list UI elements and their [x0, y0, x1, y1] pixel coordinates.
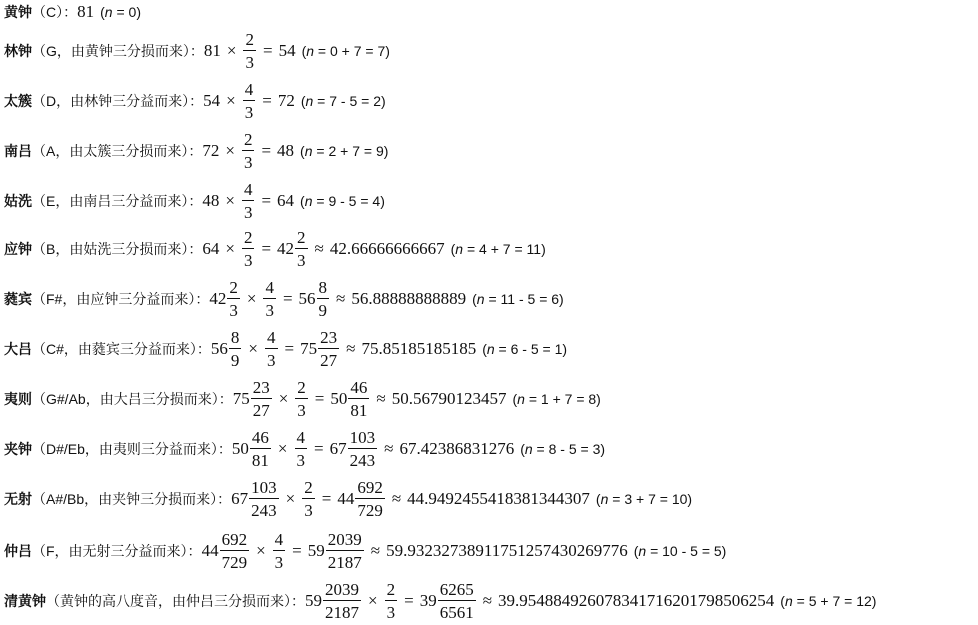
n-open: ( — [472, 291, 477, 307]
n-open: ( — [300, 93, 306, 109]
approx-value: 75.85185185185 — [361, 339, 477, 358]
n-annotation — [634, 543, 727, 559]
integer-part: 75 — [232, 389, 250, 408]
approx-sign: ≈ — [314, 239, 324, 258]
multiplier — [264, 329, 279, 369]
integer-part: 81 — [203, 41, 221, 60]
fraction-numerator: 103 — [349, 428, 376, 447]
fraction-denominator: 3 — [243, 203, 253, 222]
n-annotation — [300, 193, 385, 209]
multiplier — [262, 279, 277, 319]
approx-value: 42.66666666667 — [329, 239, 445, 258]
n-expression: = 2 + 7 = 9) — [312, 143, 389, 159]
approx-value: 50.56790123457 — [391, 389, 507, 408]
fraction — [242, 181, 255, 221]
operator: × — [225, 141, 235, 160]
fraction — [227, 279, 240, 319]
fraction-numerator: 103 — [251, 478, 277, 497]
integer-part: 50 — [231, 439, 249, 458]
operator: × — [226, 91, 236, 110]
fraction-numerator: 8 — [318, 278, 328, 297]
equals-sign: = — [284, 339, 295, 358]
fraction-numerator: 692 — [221, 530, 248, 549]
approx-sign: ≈ — [370, 541, 381, 560]
base-value — [204, 41, 221, 61]
n-open: ( — [300, 193, 305, 209]
n-annotation — [596, 491, 692, 507]
result-value — [337, 479, 386, 519]
integer-part: 39 — [419, 590, 437, 610]
integer-part: 64 — [277, 191, 295, 210]
note-line — [4, 474, 692, 524]
fraction-denominator: 27 — [320, 351, 338, 370]
note-line — [4, 324, 567, 374]
fraction — [263, 279, 276, 319]
base-value — [305, 581, 362, 621]
fraction — [242, 131, 255, 171]
fraction-numerator: 2039 — [327, 530, 362, 549]
n-open: ( — [450, 241, 456, 257]
note-name: 仲吕 — [4, 543, 32, 559]
n-annotation — [520, 441, 605, 457]
fraction — [295, 379, 308, 419]
n-annotation — [512, 391, 600, 407]
n-annotation — [472, 291, 564, 307]
integer-part: 42 — [277, 239, 295, 258]
fraction-denominator: 81 — [350, 401, 368, 420]
integer-part: 48 — [202, 191, 220, 210]
n-open: ( — [633, 543, 639, 559]
approx-sign: ≈ — [384, 439, 394, 458]
fraction-numerator: 2 — [304, 478, 313, 497]
note-line — [4, 526, 726, 576]
note-name: 无射 — [4, 491, 32, 507]
result-value — [277, 191, 294, 211]
fraction-denominator: 2187 — [327, 553, 362, 572]
n-expression: = 3 + 7 = 10) — [608, 491, 693, 507]
fraction — [348, 429, 378, 469]
fraction — [355, 479, 385, 519]
n-variable: n — [517, 391, 525, 407]
note-description: （F#，由应钟三分益而来）： — [32, 291, 210, 307]
operator: × — [277, 439, 288, 458]
fraction-denominator: 729 — [221, 553, 248, 572]
fraction — [220, 531, 250, 571]
operator: × — [285, 489, 296, 508]
note-name: 夷则 — [4, 391, 32, 407]
fraction-numerator: 2039 — [325, 579, 359, 599]
n-open: ( — [301, 43, 307, 59]
result-value — [278, 91, 295, 111]
n-variable: n — [306, 43, 315, 59]
integer-part: 59 — [305, 590, 322, 610]
integer-part: 64 — [202, 239, 220, 258]
fraction — [348, 379, 369, 419]
n-annotation — [302, 43, 390, 59]
multiplier — [242, 31, 257, 71]
n-variable: n — [476, 291, 485, 307]
note-description: （D#/Eb，由夷则三分益而来）： — [32, 441, 232, 457]
fraction-denominator: 81 — [251, 451, 269, 470]
note-description: （E，由南吕三分益而来）： — [32, 193, 203, 209]
note-name: 清黄钟 — [4, 592, 46, 609]
multiplier — [241, 181, 256, 221]
fraction — [318, 329, 339, 369]
note-line — [4, 0, 141, 24]
n-open: ( — [512, 391, 518, 407]
note-name: 林钟 — [4, 43, 32, 59]
fraction — [317, 279, 330, 319]
note-name: 蕤宾 — [4, 291, 32, 307]
note-description: （B，由姑洗三分损而来）： — [32, 241, 203, 257]
fraction-denominator: 243 — [349, 451, 376, 470]
multiplier — [294, 429, 309, 469]
note-description: （C#，由蕤宾三分益而来）： — [32, 341, 211, 357]
equals-sign: = — [321, 489, 332, 508]
fraction-denominator: 9 — [318, 301, 328, 320]
multiplier — [241, 229, 256, 269]
fraction — [273, 531, 286, 571]
fraction-numerator: 4 — [274, 530, 284, 549]
fraction — [265, 329, 278, 369]
fraction-numerator: 8 — [230, 328, 240, 347]
base-value — [233, 379, 273, 419]
fraction-numerator: 2 — [297, 228, 306, 247]
n-open: ( — [300, 143, 305, 159]
multiplier — [272, 531, 287, 571]
note-name: 南吕 — [4, 143, 32, 159]
n-annotation — [301, 93, 386, 109]
fraction-numerator: 4 — [244, 80, 254, 99]
multiplier — [294, 379, 309, 419]
n-expression: = 9 - 5 = 4) — [312, 193, 385, 209]
approx-value: 56.88888888889 — [351, 289, 467, 308]
n-expression: = 8 - 5 = 3) — [532, 441, 606, 457]
fraction-numerator: 23 — [252, 378, 270, 397]
fraction — [295, 229, 308, 269]
result-value — [279, 41, 296, 61]
multiplier — [241, 131, 256, 171]
note-line — [4, 176, 385, 226]
n-expression: = 1 + 7 = 8) — [524, 391, 601, 407]
fraction-numerator: 2 — [243, 130, 253, 149]
n-expression: = 4 + 7 = 11) — [463, 241, 546, 257]
n-variable: n — [638, 543, 647, 559]
note-name: 姑洗 — [4, 193, 32, 209]
fraction-denominator: 3 — [245, 53, 254, 72]
n-variable: n — [524, 441, 533, 457]
note-line — [4, 76, 386, 126]
n-expression: = 0) — [112, 4, 141, 20]
fraction-denominator: 3 — [244, 103, 254, 122]
n-variable: n — [304, 193, 313, 209]
fraction-denominator: 729 — [357, 501, 383, 520]
n-annotation — [100, 4, 141, 20]
multiplier — [301, 479, 316, 519]
approx-sign: ≈ — [376, 389, 386, 408]
fraction-denominator: 3 — [386, 602, 396, 622]
note-description: （C）： — [32, 4, 78, 20]
fraction-numerator: 4 — [296, 428, 306, 447]
note-line — [4, 224, 546, 274]
n-open: ( — [482, 341, 487, 357]
operator: × — [248, 339, 258, 358]
integer-part: 67 — [231, 489, 249, 508]
fraction — [242, 229, 255, 269]
operator: × — [225, 239, 235, 258]
note-line — [4, 274, 564, 324]
result-value — [299, 279, 331, 319]
fraction-denominator: 3 — [265, 301, 274, 320]
operator: × — [225, 191, 235, 210]
n-annotation — [300, 143, 388, 159]
approx-sign: ≈ — [336, 289, 346, 308]
integer-part: 72 — [277, 91, 295, 110]
integer-part: 54 — [203, 91, 221, 110]
note-line — [4, 424, 605, 474]
fraction-numerator: 2 — [297, 378, 306, 397]
n-open: ( — [595, 491, 601, 507]
approx-sign: ≈ — [346, 339, 356, 358]
n-annotation — [780, 593, 876, 609]
fraction — [250, 429, 271, 469]
equals-sign: = — [292, 541, 302, 560]
fraction — [323, 581, 361, 621]
n-variable: n — [455, 241, 464, 257]
fraction-denominator: 3 — [229, 301, 238, 320]
result-value — [300, 329, 340, 369]
integer-part: 67 — [329, 439, 347, 458]
integer-part: 48 — [277, 141, 295, 160]
integer-part: 56 — [210, 339, 228, 358]
fraction-denominator: 3 — [297, 251, 306, 270]
n-variable: n — [104, 4, 113, 20]
n-expression: = 10 - 5 = 5) — [646, 543, 727, 559]
fraction-denominator: 3 — [267, 351, 276, 370]
fraction-numerator: 23 — [320, 328, 338, 347]
multiplier — [242, 81, 257, 121]
fraction — [295, 429, 308, 469]
approx-sign: ≈ — [391, 489, 402, 508]
multiplier — [384, 581, 399, 621]
n-expression: = 11 - 5 = 6) — [484, 291, 564, 307]
fraction-denominator: 3 — [304, 501, 313, 520]
note-line — [4, 576, 876, 625]
equals-sign: = — [262, 41, 273, 60]
fraction — [385, 581, 398, 621]
n-variable: n — [784, 592, 793, 609]
fraction — [229, 329, 242, 369]
n-open: ( — [780, 592, 785, 609]
n-annotation — [451, 241, 546, 257]
equals-sign: = — [262, 91, 272, 110]
integer-part: 42 — [209, 289, 227, 308]
fraction-denominator: 9 — [230, 351, 240, 370]
fraction — [249, 479, 279, 519]
note-description: （A#/Bb，由夹钟三分损而来）： — [32, 491, 232, 507]
fraction-denominator: 3 — [296, 451, 306, 470]
note-description: （黄钟的高八度音，由仲吕三分损而来）： — [46, 592, 305, 609]
note-description: （G，由黄钟三分损而来）： — [32, 43, 204, 59]
approx-sign: ≈ — [482, 590, 493, 610]
fraction-numerator: 692 — [357, 478, 383, 497]
n-variable: n — [304, 143, 313, 159]
base-value — [232, 429, 272, 469]
n-expression: = 7 - 5 = 2) — [313, 93, 386, 109]
result-value — [277, 229, 309, 269]
fraction-numerator: 4 — [243, 180, 253, 199]
operator: × — [368, 590, 378, 610]
equals-sign: = — [261, 191, 272, 210]
fraction-numerator: 4 — [265, 278, 274, 297]
fraction-denominator: 27 — [252, 401, 270, 420]
integer-part: 50 — [330, 389, 348, 408]
base-value — [202, 141, 219, 161]
fraction-numerator: 2 — [229, 278, 238, 297]
integer-part: 81 — [77, 2, 95, 21]
note-name: 应钟 — [4, 241, 32, 257]
equals-sign: = — [261, 239, 272, 258]
note-description: （G#/Ab，由大吕三分损而来）： — [32, 391, 233, 407]
operator: × — [226, 41, 237, 60]
fraction-numerator: 2 — [243, 228, 253, 247]
n-expression: = 5 + 7 = 12) — [792, 592, 877, 609]
n-variable: n — [600, 491, 609, 507]
fraction-numerator: 2 — [245, 30, 254, 49]
fraction — [326, 531, 364, 571]
approx-value: 44.9492455418381344307 — [407, 489, 590, 508]
note-description: （D，由林钟三分益而来）： — [32, 93, 204, 109]
approx-value: 39.954884926078341716201798506254 — [498, 590, 775, 610]
note-line — [4, 374, 601, 424]
fraction-numerator: 4 — [267, 328, 276, 347]
base-value — [202, 239, 219, 259]
equals-sign: = — [261, 141, 272, 160]
fraction — [302, 479, 315, 519]
integer-part: 56 — [298, 289, 316, 308]
base-value — [231, 479, 280, 519]
fraction-denominator: 6561 — [439, 602, 474, 622]
fraction-denominator: 3 — [243, 153, 253, 172]
integer-part: 75 — [300, 339, 318, 358]
base-value — [203, 91, 220, 111]
equals-sign: = — [314, 389, 325, 408]
operator: × — [246, 289, 257, 308]
fraction-numerator: 46 — [251, 428, 269, 447]
integer-part: 72 — [202, 141, 220, 160]
note-name: 黄钟 — [4, 4, 32, 20]
operator: × — [278, 389, 289, 408]
integer-part: 54 — [278, 41, 296, 60]
base-value — [209, 279, 241, 319]
base-value — [211, 329, 243, 369]
base-value — [202, 531, 251, 571]
note-name: 夹钟 — [4, 441, 32, 457]
n-open: ( — [100, 4, 105, 20]
n-expression: = 6 - 5 = 1) — [494, 341, 568, 357]
note-name: 太簇 — [4, 93, 32, 109]
fraction — [243, 31, 256, 71]
fraction-denominator: 3 — [297, 401, 306, 420]
fraction-denominator: 2187 — [325, 602, 359, 622]
fraction-denominator: 3 — [274, 553, 284, 572]
fraction — [438, 581, 476, 621]
equals-sign: = — [314, 439, 324, 458]
operator: × — [256, 541, 266, 560]
fraction — [243, 81, 256, 121]
fraction-denominator: 243 — [251, 501, 277, 520]
approx-value: 59.93232738911751257430269776 — [386, 541, 628, 560]
n-annotation — [482, 341, 567, 357]
fraction-denominator: 3 — [243, 251, 253, 270]
n-open: ( — [520, 441, 525, 457]
result-value — [308, 531, 365, 571]
integer-part: 59 — [307, 541, 325, 560]
fraction-numerator: 2 — [386, 579, 396, 599]
base-value — [77, 2, 94, 22]
integer-part: 44 — [337, 489, 355, 508]
note-name: 大吕 — [4, 341, 32, 357]
result-value — [277, 141, 294, 161]
base-value — [202, 191, 219, 211]
result-value — [330, 429, 379, 469]
fraction-numerator: 6265 — [439, 579, 474, 599]
fraction — [251, 379, 272, 419]
equals-sign: = — [282, 289, 293, 308]
note-description: （A，由太簇三分损而来）： — [32, 143, 203, 159]
note-line — [4, 126, 388, 176]
result-value — [420, 581, 477, 621]
result-value — [330, 379, 370, 419]
n-variable: n — [305, 93, 314, 109]
equals-sign: = — [404, 590, 414, 610]
fraction-numerator: 46 — [350, 378, 368, 397]
n-expression: = 0 + 7 = 7) — [314, 43, 390, 59]
approx-value: 67.42386831276 — [399, 439, 515, 458]
note-description: （F，由无射三分益而来）： — [32, 543, 202, 559]
note-line — [4, 26, 390, 76]
n-variable: n — [486, 341, 495, 357]
integer-part: 44 — [201, 541, 219, 560]
